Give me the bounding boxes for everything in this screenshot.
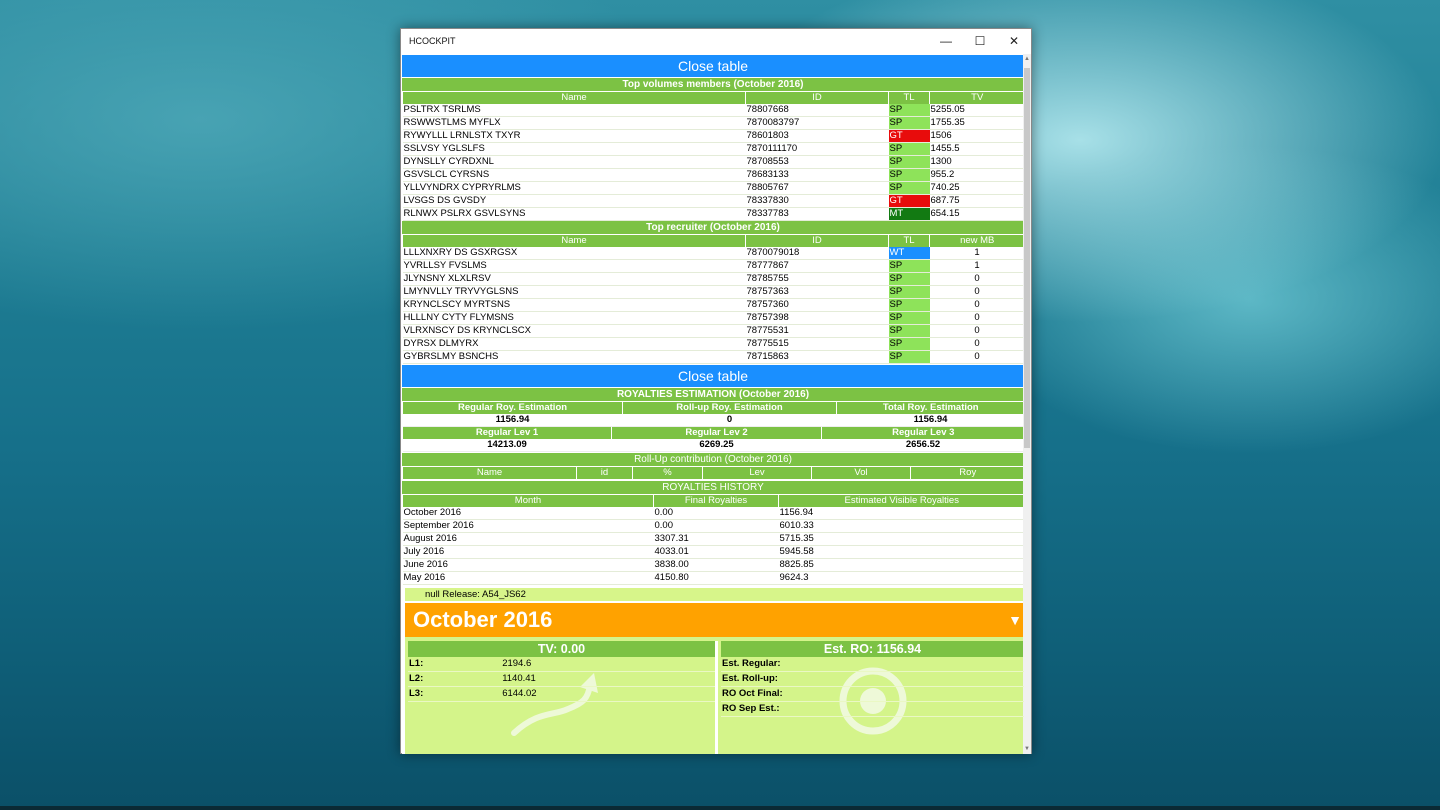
history-final: 3307.31 [654,533,779,546]
table-row[interactable] [403,312,1025,325]
level-value: 2194.6 [501,657,716,672]
history-title: ROYALTIES HISTORY [402,481,1024,495]
history-final: 3838.00 [654,559,779,572]
history-month: July 2016 [403,546,654,559]
member-id: 78708553 [746,156,889,169]
member-name: GYBRSLMY BSNCHS [403,351,746,364]
member-name: SSLVSY YGLSLFS [403,143,746,156]
member-name: LMYNVLLY TRYVYGLSNS [403,286,746,299]
lev1-header: Regular Lev 1 [403,427,612,439]
member-id: 78807668 [746,104,889,117]
member-id: 78757398 [746,312,889,325]
member-name: LLLXNXRY DS GSXRGSX [403,247,746,260]
member-tv: 5255.05 [930,104,1025,117]
ro-key: RO Sep Est.: [721,702,1024,717]
rollup-table [402,467,1024,479]
member-new-mb: 0 [930,325,1025,338]
table-row[interactable] [403,117,1025,130]
member-id: 78805767 [746,182,889,195]
table-row [403,520,1025,533]
title-level-badge: SP [889,104,930,117]
col-id: ID [746,235,889,247]
member-new-mb: 1 [930,247,1025,260]
member-new-mb: 0 [930,299,1025,312]
hist-col-month: Month [403,495,654,507]
col-name: Name [403,235,746,247]
hist-col-final: Final Royalties [654,495,779,507]
regular-levels-table [402,427,1024,452]
title-level-badge: SP [889,351,930,364]
title-level-badge: SP [889,325,930,338]
volumes-table [402,92,1024,221]
regular-roy-header: Regular Roy. Estimation [403,402,623,414]
member-tv: 687.75 [930,195,1025,208]
title-level-badge: SP [889,143,930,156]
member-tv: 654.15 [930,208,1025,221]
level-key: L3: [408,687,501,702]
col-name: Name [403,92,746,104]
table-row[interactable] [403,143,1025,156]
table-row[interactable] [403,130,1025,143]
rollup-title: Roll-Up contribution (October 2016) [402,453,1024,467]
scroll-up-icon[interactable]: ▲ [1024,56,1030,62]
member-new-mb: 0 [930,312,1025,325]
minimize-icon[interactable]: — [940,34,952,48]
table-row[interactable] [403,325,1025,338]
col-tl: TL [889,92,930,104]
month-selector[interactable] [405,603,1024,637]
title-level-badge: SP [889,182,930,195]
rollup-col-name: Name [403,467,577,479]
history-month: May 2016 [403,572,654,585]
table-row[interactable] [403,208,1025,221]
regular-roy-value: 1156.94 [403,414,623,427]
table-row[interactable] [403,286,1025,299]
level-key: L2: [408,672,501,687]
rollup-roy-value: 0 [623,414,837,427]
table-row[interactable] [403,182,1025,195]
history-est: 6010.33 [779,520,1025,533]
member-tv: 1300 [930,156,1025,169]
level-key: L1: [408,657,501,672]
lev2-header: Regular Lev 2 [612,427,822,439]
ro-panel-title: Est. RO: 1156.94 [721,641,1024,657]
member-name: KRYNCLSCY MYRTSNS [403,299,746,312]
ro-table [721,657,1024,717]
member-id: 7870111170 [746,143,889,156]
member-id: 78683133 [746,169,889,182]
table-row[interactable] [403,195,1025,208]
member-name: DYNSLLY CYRDXNL [403,156,746,169]
col-new-mb: new MB [930,235,1025,247]
member-new-mb: 0 [930,351,1025,364]
lev2-value: 6269.25 [612,439,822,452]
month-label: October 2016 [413,607,553,632]
ro-row [721,687,1024,702]
table-row[interactable] [403,351,1025,364]
member-name: DYRSX DLMYRX [403,338,746,351]
member-name: JLYNSNY XLXLRSV [403,273,746,286]
col-tl: TL [889,235,930,247]
history-est: 5715.35 [779,533,1025,546]
table-row[interactable] [403,338,1025,351]
member-name: RYWYLLL LRNLSTX TXYR [403,130,746,143]
release-info: null Release: A54_JS62 [405,588,1024,601]
tv-levels-table [408,657,718,702]
volumes-title: Top volumes members (October 2016) [402,78,1024,92]
history-est: 9624.3 [779,572,1025,585]
table-row [403,507,1025,520]
history-month: August 2016 [403,533,654,546]
table-row [403,546,1025,559]
title-level-badge: SP [889,156,930,169]
title-level-badge: GT [889,195,930,208]
history-final: 0.00 [654,520,779,533]
member-name: LVSGS DS GVSDY [403,195,746,208]
member-id: 78757363 [746,286,889,299]
title-level-badge: MT [889,208,930,221]
member-name: YLLVYNDRX CYPRYRLMS [403,182,746,195]
royalties-title: ROYALTIES ESTIMATION (October 2016) [402,388,1024,402]
title-level-badge: SP [889,169,930,182]
level-key [716,672,718,687]
member-new-mb: 0 [930,273,1025,286]
recruiter-table [402,235,1024,364]
ro-key: Est. Roll-up: [721,672,1024,687]
rollup-col-roy: Roy [911,467,1025,479]
rollup-col-pct: % [633,467,703,479]
member-name: HLLLNY CYTY FLYMSNS [403,312,746,325]
member-id: 78775531 [746,325,889,338]
lev3-value: 2656.52 [822,439,1025,452]
level-row [408,672,718,687]
royalties-estimation-table [402,402,1024,427]
title-bar [401,29,1031,53]
history-month: October 2016 [403,507,654,520]
member-new-mb: 1 [930,260,1025,273]
member-id: 78337830 [746,195,889,208]
table-row [403,559,1025,572]
chevron-down-icon[interactable]: ▼ [1008,612,1022,628]
total-roy-header: Total Roy. Estimation [837,402,1025,414]
member-name: GSVSLCL CYRSNS [403,169,746,182]
title-level-badge: GT [889,130,930,143]
taskbar [0,806,1440,810]
member-id: 78785755 [746,273,889,286]
history-month: June 2016 [403,559,654,572]
level-value: 6144.02 [501,687,716,702]
table-row[interactable] [403,247,1025,260]
rollup-col-vol: Vol [812,467,911,479]
main-content [402,54,1024,754]
title-level-badge: SP [889,286,930,299]
title-level-badge: SP [889,260,930,273]
level-key [716,687,718,702]
title-level-badge: SP [889,312,930,325]
table-row[interactable] [403,169,1025,182]
member-name: RLNWX PSLRX GSVLSYNS [403,208,746,221]
lev1-value: 14213.09 [403,439,612,452]
scroll-down-icon[interactable]: ▼ [1024,746,1030,752]
scrollbar-thumb[interactable] [1024,68,1030,448]
table-row[interactable] [403,156,1025,169]
tv-panel-title: TV: 0.00 [408,641,715,657]
level-value: 1140.41 [501,672,716,687]
summary-panels [405,637,1024,754]
member-id: 78337783 [746,208,889,221]
col-id: ID [746,92,889,104]
maximize-icon[interactable]: ☐ [974,34,986,48]
total-roy-value: 1156.94 [837,414,1025,427]
hist-col-est: Estimated Visible Royalties [779,495,1025,507]
member-tv: 955.2 [930,169,1025,182]
table-row[interactable] [403,273,1025,286]
rollup-roy-header: Roll-up Roy. Estimation [623,402,837,414]
table-row[interactable] [403,260,1025,273]
col-tv: TV [930,92,1025,104]
member-name: PSLTRX TSRLMS [403,104,746,117]
ro-key: Est. Regular: [721,657,1024,672]
ro-key: RO Oct Final: [721,687,1024,702]
ro-row [721,702,1024,717]
history-month: September 2016 [403,520,654,533]
member-id: 7870079018 [746,247,889,260]
ro-row [721,657,1024,672]
member-new-mb: 0 [930,338,1025,351]
member-id: 78775515 [746,338,889,351]
vertical-scrollbar[interactable] [1023,54,1031,754]
level-row [408,657,718,672]
table-row[interactable] [403,299,1025,312]
close-icon[interactable]: ✕ [1008,34,1020,48]
table-row [403,572,1025,585]
title-level-badge: WT [889,247,930,260]
history-final: 0.00 [654,507,779,520]
rollup-col-id: id [577,467,633,479]
table-row[interactable] [403,104,1025,117]
tv-panel [408,641,718,754]
member-name: YVRLLSY FVSLMS [403,260,746,273]
member-tv: 1506 [930,130,1025,143]
level-key [716,657,718,672]
ro-panel [721,641,1024,754]
member-id: 78757360 [746,299,889,312]
close-table-button[interactable]: Close table [402,55,1024,77]
history-table [402,495,1024,585]
history-final: 4150.80 [654,572,779,585]
history-est: 1156.94 [779,507,1025,520]
member-id: 78715863 [746,351,889,364]
table-row [403,533,1025,546]
lev3-header: Regular Lev 3 [822,427,1025,439]
window-title: HCOCKPIT [409,36,456,46]
title-level-badge: SP [889,299,930,312]
rollup-col-lev: Lev [703,467,812,479]
title-level-badge: SP [889,117,930,130]
ro-row [721,672,1024,687]
title-level-badge: SP [889,273,930,286]
member-tv: 740.25 [930,182,1025,195]
member-name: RSWWSTLMS MYFLX [403,117,746,130]
history-est: 8825.85 [779,559,1025,572]
close-table-button-2[interactable]: Close table [402,365,1024,387]
history-est: 5945.58 [779,546,1025,559]
history-final: 4033.01 [654,546,779,559]
title-level-badge: SP [889,338,930,351]
level-row [408,687,718,702]
member-id: 78777867 [746,260,889,273]
member-id: 7870083797 [746,117,889,130]
member-name: VLRXNSCY DS KRYNCLSCX [403,325,746,338]
member-new-mb: 0 [930,286,1025,299]
recruiter-title: Top recruiter (October 2016) [402,221,1024,235]
app-window [400,28,1032,754]
member-id: 78601803 [746,130,889,143]
member-tv: 1755.35 [930,117,1025,130]
member-tv: 1455.5 [930,143,1025,156]
